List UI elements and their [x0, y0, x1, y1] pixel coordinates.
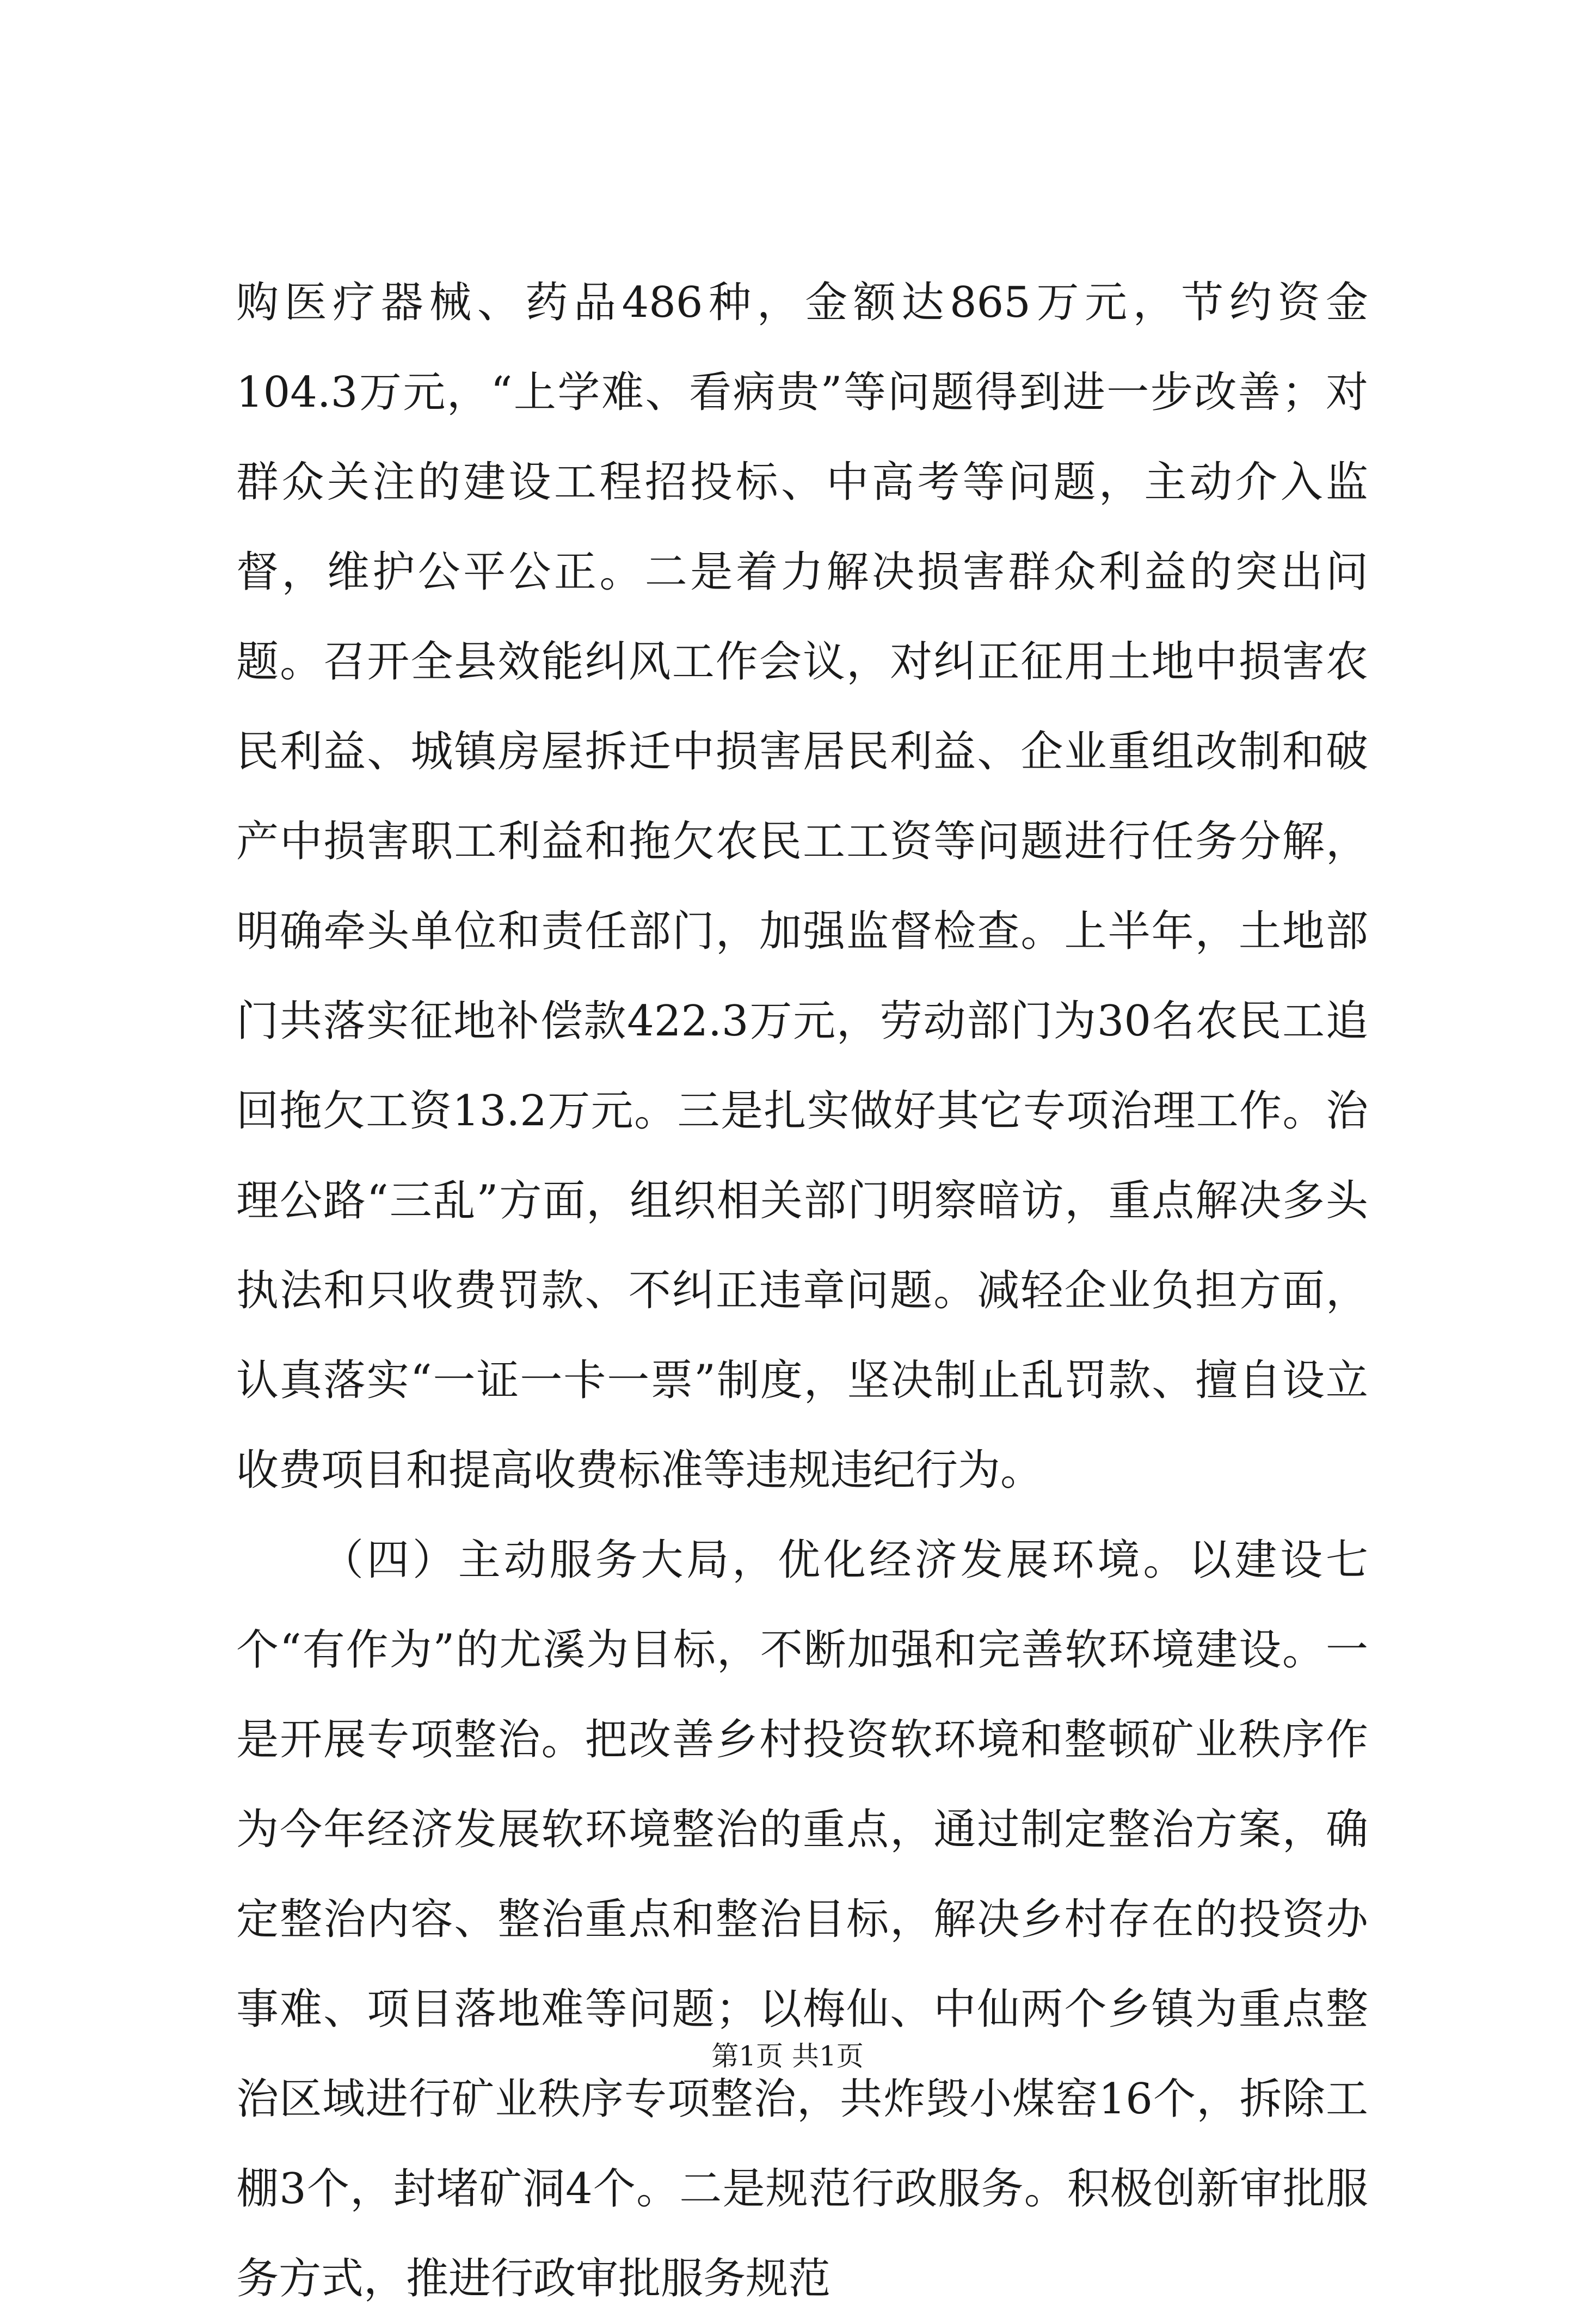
paragraph-section-four: （四）主动服务大局，优化经济发展环境。以建设七个“有作为”的尤溪为目标，不断加强和完善软环境建设。一是开展专项整治。把改善乡村投资软环境和整顿矿业秩序作为今年经济发展软环境整治的重点，通过制定整治方案，确定整治内容、整治重点和整治目标，解决乡村存在的投资办事难、项目落地难等问题；以梅仙、中仙两个乡镇为重点整治区域进行矿业秩序专项整治，共炸毁小煤窑16个，拆除工棚3个，封堵矿洞4个。二是规范行政服务。积极创新审批服务方式，推进行政审批服务规范: [236, 1536, 1368, 2303]
paragraph-continued: 购医疗器械、药品486种，金额达865万元，节约资金104.3万元，“上学难、看病贵”等问题得到进一步改善；对群众关注的建设工程招投标、中高考等问题，主动介入监督，维护公平公正。二是着力解决损害群众利益的突出问题。召开全县效能纠风工作会议，对纠正征用土地中损害农民利益、城镇房屋拆迁中损害居民利益、企业重组改制和破产中损害职工利益和拖欠农民工工资等问题进行任务分解，明确牵头单位和责任部门，加强监督检查。上半年，土地部门共落实征地补偿款422.3万元，劳动部门为30名农民工追回拖欠工资13.2万元。三是扎实做好其它专项治理工作。治理公路“三乱”方面，组织相关部门明察暗访，重点解决多头执法和只收费罚款、不纠正违章问题。减轻企业负担方面，认真落实“一证一卡一票”制度，坚决制止乱罚款、擅自设立收费项目和提高收费标准等违规违纪行为。: [236, 278, 1368, 1495]
page-footer: 第1页 共1页: [711, 2040, 864, 2072]
body-text: [236, 258, 1368, 2324]
